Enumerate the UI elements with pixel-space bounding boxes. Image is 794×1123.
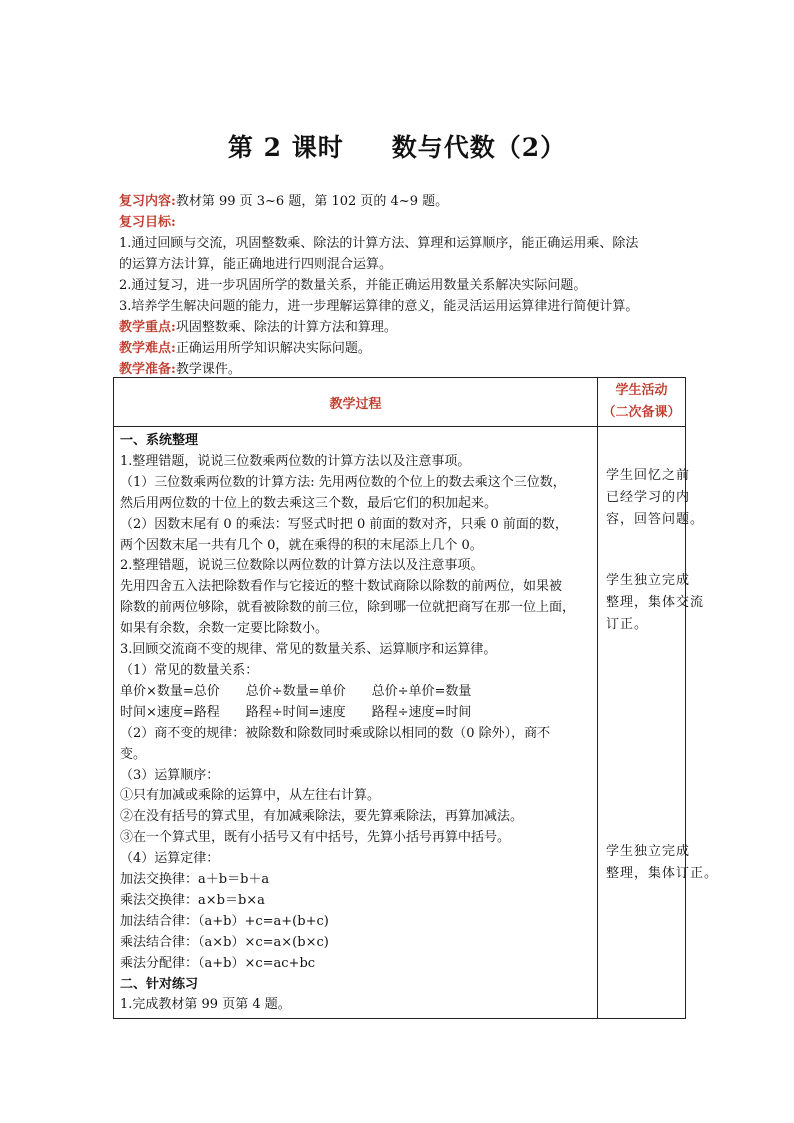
review-goal-line: 1.通过回顾与交流，巩固整数乘、除法的计算方法、算理和运算顺序，能正确运用乘、除法: [119, 236, 639, 251]
process-line: 除数的前两位够除，就看被除数的前三位，除到哪一位就把商写在那一位上面，: [120, 600, 576, 616]
activity-line: 订正。: [606, 617, 649, 632]
process-line: 加法交换律：a＋b＝b＋a: [120, 872, 270, 888]
activity-line: 整理，集体订正。: [606, 866, 719, 881]
process-line: 然后用两位数的十位上的数去乘这三个数，最后它们的积加起来。: [120, 495, 498, 511]
header-activity-line1: 学生活动: [615, 383, 668, 398]
teaching-difficulty-text: 正确运用所学知识解决实际问题。: [175, 341, 371, 356]
teaching-difficulty-label: 教学难点:: [119, 341, 176, 356]
process-line: 3.回顾交流商不变的规律、常见的数量关系、运算顺序和运算律。: [120, 642, 497, 658]
activity-line: 学生独立完成: [606, 573, 691, 588]
header-activity-line2: （二次备课）: [602, 405, 681, 420]
review-content-text: 教材第 99 页 3~6 题，第 102 页的 4~9 题。: [175, 194, 449, 209]
process-line: （4）运算定律：: [120, 851, 220, 867]
teaching-key-point: [119, 317, 689, 338]
teaching-process-cell: [114, 427, 598, 1019]
process-line: 变。: [120, 746, 147, 762]
header-student-activity: [598, 378, 686, 427]
review-goals-heading: [119, 212, 689, 233]
process-line: 两个因数末尾一共有几个 0，就在乘得的积的末尾添上几个 0。: [120, 537, 483, 553]
lesson-topic: 数与代数（2）: [391, 133, 567, 162]
review-content-label: 复习内容:: [119, 194, 176, 209]
teaching-prep-label: 教学准备:: [119, 362, 176, 377]
lesson-table: [113, 377, 719, 1019]
table-body-row: [114, 427, 686, 1019]
process-line: （1）三位数乘两位数的计算方法: 先用两位数的个位上的数去乘这个三位数，: [120, 474, 566, 490]
process-line: （2）商不变的规律：被除数和除数同时乘或除以相同的数（0 除外），商不: [120, 725, 551, 741]
student-activity-cell: [598, 427, 719, 1019]
process-line: ②在没有括号的算式里，有加减乘除法，要先算乘除法，再算加减法。: [120, 809, 524, 825]
process-line: 时间×速度=路程 路程÷时间=速度 路程÷速度=时间: [120, 704, 472, 720]
process-line: ①只有加减或乘除的运算中，从左往右计算。: [120, 788, 381, 804]
process-line: （3）运算顺序：: [120, 767, 220, 783]
review-goals-label: 复习目标:: [119, 215, 176, 230]
teaching-key-label: 教学重点:: [119, 320, 176, 335]
process-line: ③在一个算式里，既有小括号又有中括号，先算小括号再算中括号。: [120, 830, 511, 846]
activity-note-2: [606, 570, 704, 636]
table-header-row: [114, 378, 686, 427]
process-line: 1.完成教材第 99 页第 4 题。: [120, 997, 291, 1013]
lesson-number: 第 2 课时: [227, 133, 344, 162]
process-line: 如果有余数，余数一定要比除数小。: [120, 621, 329, 637]
activity-line: 学生回忆之前: [606, 468, 691, 483]
teaching-difficulty: [119, 338, 689, 359]
process-line: 1.整理错题，说说三位数乘两位数的计算方法以及注意事项。: [120, 453, 471, 469]
process-line: 乘法结合律：（a×b）×c=a×(b×c): [120, 934, 329, 950]
review-content: [119, 191, 689, 212]
process-line: 先用四舍五入法把除数看作与它接近的整十数试商除以除数的前两位，如果被: [120, 579, 563, 595]
page-title: [0, 128, 794, 164]
teaching-prep-text: 教学课件。: [175, 362, 241, 377]
process-line: 2.整理错题，说说三位数除以两位数的计算方法以及注意事项。: [120, 558, 484, 574]
activity-line: 容，回答问题。: [606, 512, 705, 527]
lesson-meta: [119, 191, 689, 380]
process-line: 乘法分配律：（a+b）×c=ac+bc: [120, 955, 316, 971]
section-heading: 一、系统整理: [120, 433, 199, 448]
process-line: 乘法交换律：a×b＝b×a: [120, 892, 265, 908]
teaching-key-text: 巩固整数乘、除法的计算方法和算理。: [175, 320, 397, 335]
process-lines: [120, 431, 593, 1016]
activity-note-1: [606, 465, 704, 531]
process-line: 加法结合律：（a+b）+c=a+(b+c): [120, 913, 329, 929]
process-line: （1）常见的数量关系：: [120, 662, 259, 678]
activity-line: 已经学习的内: [606, 490, 691, 505]
section-heading: 二、针对练习: [120, 976, 199, 992]
activity-line: 整理，集体交流: [606, 595, 705, 610]
header-teaching-process: 教学过程: [114, 378, 598, 427]
review-goal-line: 的运算方法计算，能正确地进行四则混合运算。: [119, 257, 393, 272]
review-goal-line: 3.培养学生解决问题的能力，进一步理解运算律的意义，能灵活运用运算律进行简便计算。: [119, 299, 639, 314]
review-goal-line: 2.通过复习，进一步巩固所学的数量关系，并能正确运用数量关系解决实际问题。: [119, 278, 587, 293]
activity-line: 学生独立完成: [606, 844, 691, 859]
activity-note-3: [606, 841, 719, 885]
process-line: （2）因数末尾有 0 的乘法：写竖式时把 0 前面的数对齐，只乘 0 前面的数，: [120, 516, 568, 532]
process-line: 单价×数量=总价 总价÷数量=单价 总价÷单价=数量: [120, 683, 472, 699]
